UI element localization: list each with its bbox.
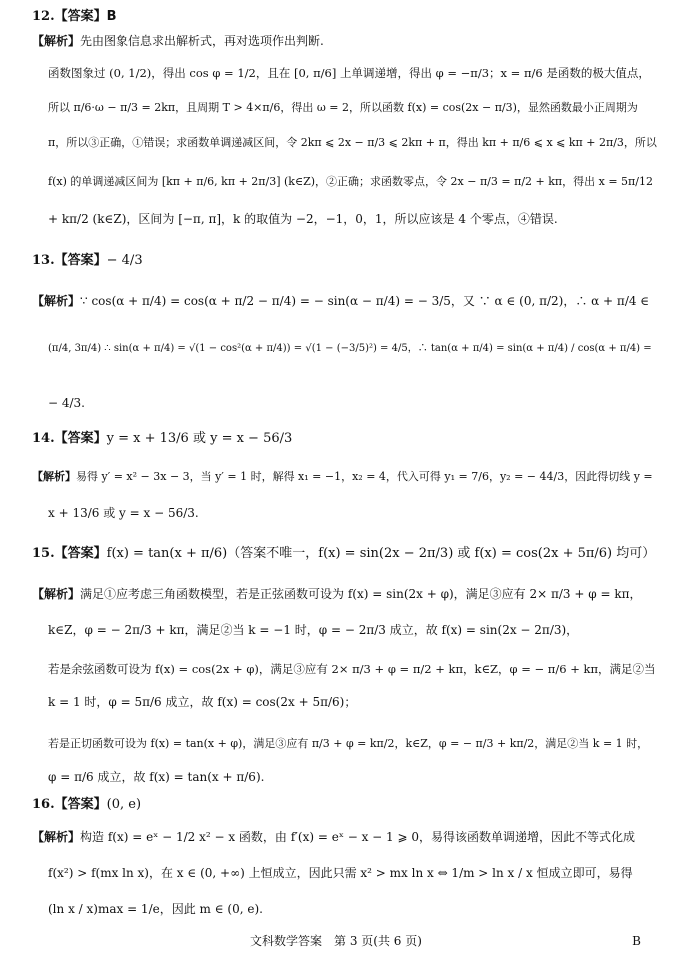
q14-text-1: 易得 y′ = x² − 3x − 3，当 y′ = 1 时，解得 x₁ = −1，x₂ = 4，代入可得 y₁ = 7/6，y₂ = − 44/3，因此得切线 y =	[76, 470, 653, 483]
q12-analysis-line-2: 函数图象过 (0, 1/2)，得出 cos φ = 1/2，且在 [0, π/6] 上单调递增，得出 φ = −π/3；x = π/6 是函数的极大值点，	[48, 66, 650, 80]
q15-analysis-line-6: φ = π/6 成立，故 f(x) = tan(x + π/6).	[48, 770, 265, 784]
q16-answer-tag: 【答案】	[54, 797, 107, 812]
q12-text-1: 先由图象信息求出解析式，再对选项作出判断.	[80, 34, 324, 48]
q14-analysis-line-1	[32, 468, 653, 486]
q16-text-1: 构造 f(x) = eˣ − 1/2 x² − x 函数，由 f′(x) = eˣ − x − 1 ⩾ 0，易得该函数单调递增，因此不等式化成	[80, 830, 636, 844]
q14-answer: y = x + 13/6 或 y = x − 56/3	[106, 431, 293, 446]
q15-answer: f(x) = tan(x + π/6)（答案不唯一，f(x) = sin(2x − 2π/3) 或 f(x) = cos(2x + 5π/6) 均可）	[106, 546, 656, 561]
q16-analysis-line-2: f(x²) > f(mx ln x)，在 x ∈ (0, +∞) 上恒成立，因此只需 x² > mx ln x ⇔ 1/m > ln x / x 恒成立即可，易得	[48, 866, 633, 880]
footer-page-info: 文科数学答案 第 3 页(共 6 页)	[250, 934, 422, 948]
q12-number: 12.	[32, 9, 55, 24]
q12-analysis-tag: 【解析】	[32, 34, 81, 48]
q15-analysis-line-5: 若是正切函数可设为 f(x) = tan(x + φ)，满足③应有 π/3 + φ = kπ/2，k∈Z，φ = − π/3 + kπ/2，满足②当 k = 1 时，	[48, 737, 649, 750]
q12-analysis-line-6: + kπ/2 (k∈Z)，区间为 [−π, π]，k 的取值为 −2，−1，0，1，所以应该是 4 个零点，④错误.	[48, 212, 558, 226]
q16-analysis-line-1	[32, 828, 635, 846]
q15-answer-tag: 【答案】	[54, 546, 107, 561]
q13-analysis-tag: 【解析】	[32, 294, 81, 308]
q13-analysis-line-1	[32, 292, 649, 310]
q12-analysis-line-1	[32, 32, 324, 50]
q15-analysis-line-1	[32, 585, 641, 603]
q12-answer-tag: 【答案】	[54, 9, 107, 24]
q15-number: 15.	[32, 546, 55, 561]
q13-answer-line	[32, 252, 143, 270]
q15-analysis-tag: 【解析】	[32, 587, 81, 601]
q15-text-1: 满足①应考虑三角函数模型，若是正弦函数可设为 f(x) = sin(2x + φ)，满足③应有 2× π/3 + φ = kπ，	[80, 587, 642, 601]
q14-answer-tag: 【答案】	[54, 431, 107, 446]
q14-analysis-tag: 【解析】	[32, 470, 76, 483]
q12-analysis-line-3: 所以 π/6·ω − π/3 = 2kπ，且周期 T > 4×π/6，得出 ω = 2，所以函数 f(x) = cos(2x − π/3)，显然函数最小正周期为	[48, 101, 638, 114]
q12-answer-line	[32, 8, 117, 26]
q16-number: 16.	[32, 797, 55, 812]
q14-answer-line	[32, 430, 292, 448]
q16-answer-line	[32, 796, 141, 814]
q15-answer-line	[32, 545, 655, 563]
q12-analysis-line-4: π，所以③正确，①错误；求函数单调递减区间，令 2kπ ⩽ 2x − π/3 ⩽ 2kπ + π，得出 kπ + π/6 ⩽ x ⩽ kπ + 2π/3，所以	[48, 136, 657, 149]
q16-analysis-tag: 【解析】	[32, 830, 81, 844]
q13-number: 13.	[32, 253, 55, 268]
q14-number: 14.	[32, 431, 55, 446]
q12-answer: B	[106, 9, 117, 24]
q15-analysis-line-3: 若是余弦函数可设为 f(x) = cos(2x + φ)，满足③应有 2× π/3 + φ = π/2 + kπ，k∈Z，φ = − π/6 + kπ，满足②当	[48, 662, 656, 676]
q15-analysis-line-2: k∈Z，φ = − 2π/3 + kπ，满足②当 k = −1 时，φ = − 2π/3 成立，故 f(x) = sin(2x − 2π/3)，	[48, 623, 579, 637]
q16-analysis-line-3: (ln x / x)max = 1/e，因此 m ∈ (0, e).	[48, 902, 263, 916]
q13-text-1: ∵ cos(α + π/4) = cos(α + π/2 − π/4) = − sin(α − π/4) = − 3/5，又 ∵ α ∈ (0, π/2)，∴ α + π/4 ∈	[80, 294, 650, 308]
footer-version: B	[632, 934, 641, 948]
q14-analysis-line-2: x + 13/6 或 y = x − 56/3.	[48, 506, 199, 520]
q12-analysis-line-5: f(x) 的单调递减区间为 [kπ + π/6, kπ + 2π/3] (k∈Z)，②正确；求函数零点，令 2x − π/3 = π/2 + kπ，得出 x = 5π/12	[48, 175, 653, 188]
q15-analysis-line-4: k = 1 时，φ = 5π/6 成立，故 f(x) = cos(2x + 5π/6)；	[48, 695, 357, 709]
q13-answer: − 4/3	[106, 253, 143, 268]
q13-analysis-line-2: (π/4, 3π/4) ∴ sin(α + π/4) = √(1 − cos²(α + π/4)) = √(1 − (−3/5)²) = 4/5，∴ tan(α + π/4) = sin(α + π/4) / cos(α + π/4) =	[48, 343, 652, 354]
q13-analysis-line-3: − 4/3.	[48, 396, 85, 410]
q13-answer-tag: 【答案】	[54, 253, 107, 268]
q16-answer: (0, e)	[106, 797, 142, 812]
